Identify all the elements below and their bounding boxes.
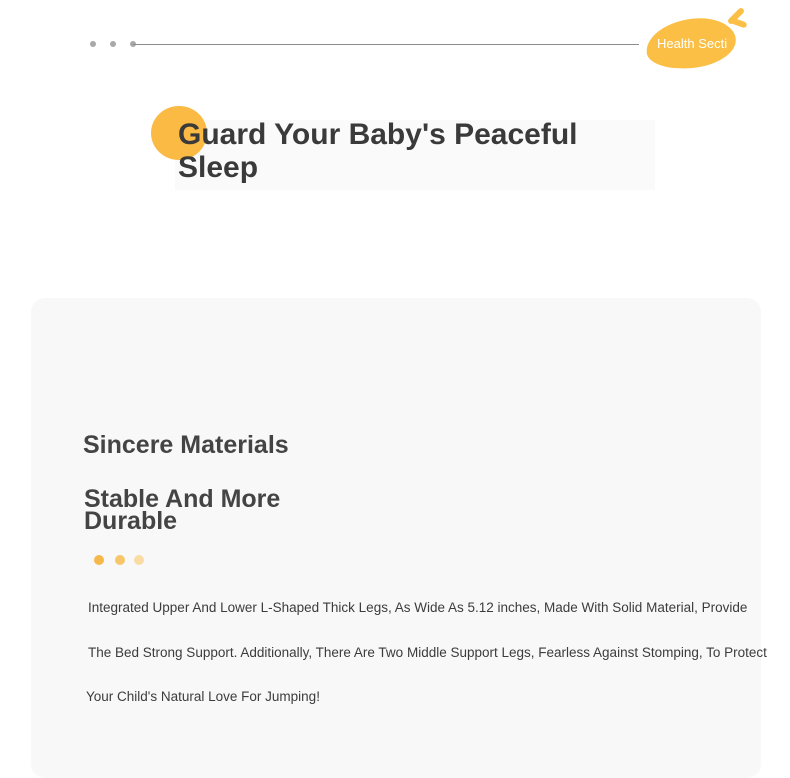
page-title: Guard Your Baby's Peaceful Sleep — [178, 118, 578, 184]
section-badge-label: Health Secti — [657, 36, 728, 51]
feature-description — [86, 586, 790, 720]
decorative-dot — [134, 555, 144, 565]
feature-subheading: Stable And More Durable — [84, 485, 281, 535]
description-line: The Bed Strong Support. Additionally, There Are Two Middle Support Legs, Fearless Against Stomping, To Protect — [88, 644, 767, 660]
section-header — [0, 0, 790, 90]
decorative-dot — [110, 41, 116, 47]
feature-heading: Sincere Materials — [83, 431, 289, 459]
description-line: Integrated Upper And Lower L-Shaped Thick Legs, As Wide As 5.12 inches, Made With Solid Material, Provide — [88, 600, 748, 615]
decorative-dot — [115, 555, 125, 565]
decorative-dot — [94, 555, 104, 565]
decorative-dot — [90, 41, 96, 47]
sparkle-icon — [730, 17, 747, 28]
header-divider — [133, 44, 639, 45]
description-line: Your Child's Natural Love For Jumping! — [86, 689, 320, 704]
